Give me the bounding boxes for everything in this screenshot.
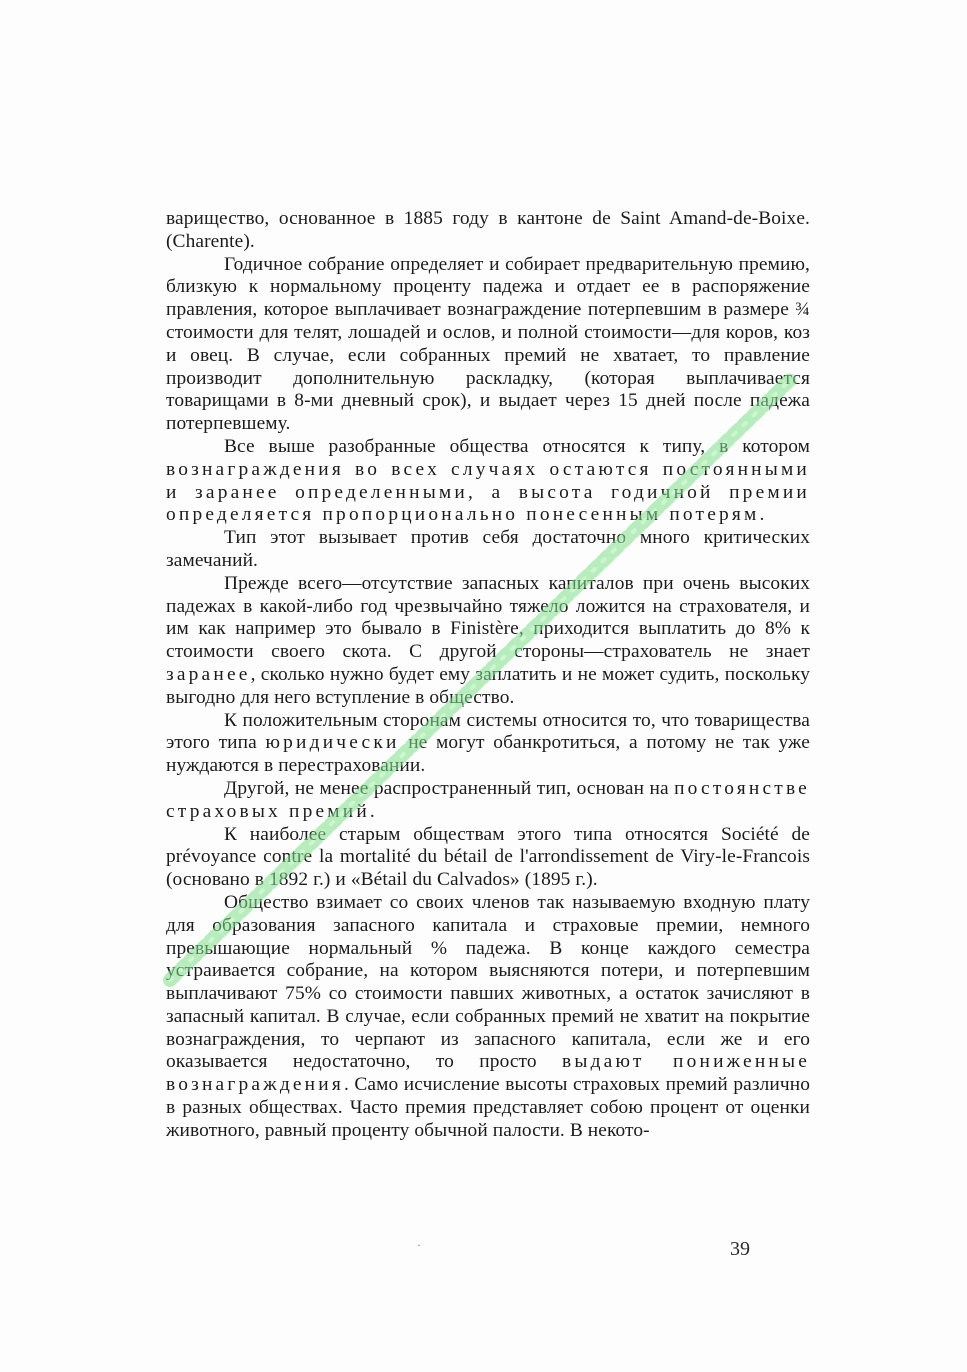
paragraph-p8: [166, 824, 810, 892]
tick-mark: ·: [417, 1238, 421, 1252]
paragraph-p6: [166, 710, 810, 778]
body-text: [166, 208, 810, 1143]
paragraph-p2: [166, 254, 810, 436]
paragraph-p1: [166, 208, 810, 254]
text-segment: Общество взимает со своих членов так называемую входную плату для образования запасного капитала и страховые премии, немного превышающие нормальный % падежа. В конце каждого семестра устраивается собрание, на котором выясняются потери, и потерпевшим выплачивают 75% со стоимости павших животных, а остаток зачисляют в запасный капитал. В случае, если собранных премий не хватит на покрытие вознаграждения, то черпают из запасного капитала, если же и его оказывается недостаточно, то просто: [166, 891, 810, 1073]
paragraph-p9: [166, 892, 810, 1143]
text-segment: варищество, основанное в 1885 году в кантоне de Saint Amand-de-Boixe. (Charente).: [166, 208, 810, 252]
text-segment: К наиболее старым обществам этого типа относятся Société de prévoyance contre la mortalité du bétail de l'arrondissement de Viry-le-Francois (основано в 1892 г.) и «Bétail du Calvados» (1895 г.).: [166, 823, 810, 891]
text-segment: Тип этот вызывает против себя достаточно много критических замечаний.: [166, 527, 810, 571]
text-segment: постоянстве страховых премий.: [166, 777, 810, 822]
paragraph-p3: [166, 436, 810, 527]
paragraph-p5: [166, 573, 810, 710]
text-segment: юридически: [265, 732, 400, 754]
text-segment: Годичное собрание определяет и собирает предварительную премию, близкую к нормальному проценту падежа и отдает ее в распоряжение правления, которое выплачивает вознаграждение потерпевшим в размере ¾ стоимости для телят, лошадей и ослов, и полной стоимости—для коров, коз и овец. В случае, если собранных премий не хватает, то правление производит дополнительную раскладку, (которая выплачивается товарищами в 8-ми дневный срок), и выдает через 15 дней после падежа потерпевшему.: [166, 253, 810, 435]
text-segment: не могут обанкротиться, а потому не так уже нуждаются в перестраховании.: [166, 732, 810, 777]
paragraph-p7: [166, 778, 810, 824]
text-segment: вознаграждения во всех случаях остаются постоянными и заранее определенными, а высота годичной премии определяется пропорционально понесенным потерям.: [166, 458, 810, 526]
text-segment: К положительным сторонам системы относится то, что товарищества этого типа: [166, 709, 810, 754]
text-segment: . Само исчисление высоты страховых премий различно в разных обществах. Часто премия представляет собою процент от оценки животного, равный проценту обычной палости. В некото-: [166, 1074, 810, 1141]
text-segment: Другой, не менее распространенный тип, основан на: [224, 777, 675, 799]
text-segment: Все выше разобранные общества относятся к типу, в котором: [224, 435, 810, 457]
text-segment: , сколько нужно будет ему заплатить и не может судить, поскольку выгодно для него вступление в общество.: [166, 663, 810, 708]
text-segment: выдают пониженные вознаграждения: [166, 1051, 811, 1096]
paragraph-p4: [166, 527, 810, 573]
text-segment: заранее: [166, 663, 251, 685]
text-segment: Прежде всего—отсутствие запасных капиталов при очень высоких падежах в какой-либо год чрезвычайно тяжело ложится на страхователя, и им как например это бывало в Finistère, приходится выплатить до 8% к стоимости своего скота. С другой стороны—страхователь не знает: [166, 572, 810, 663]
page-number: 39: [730, 1238, 750, 1260]
